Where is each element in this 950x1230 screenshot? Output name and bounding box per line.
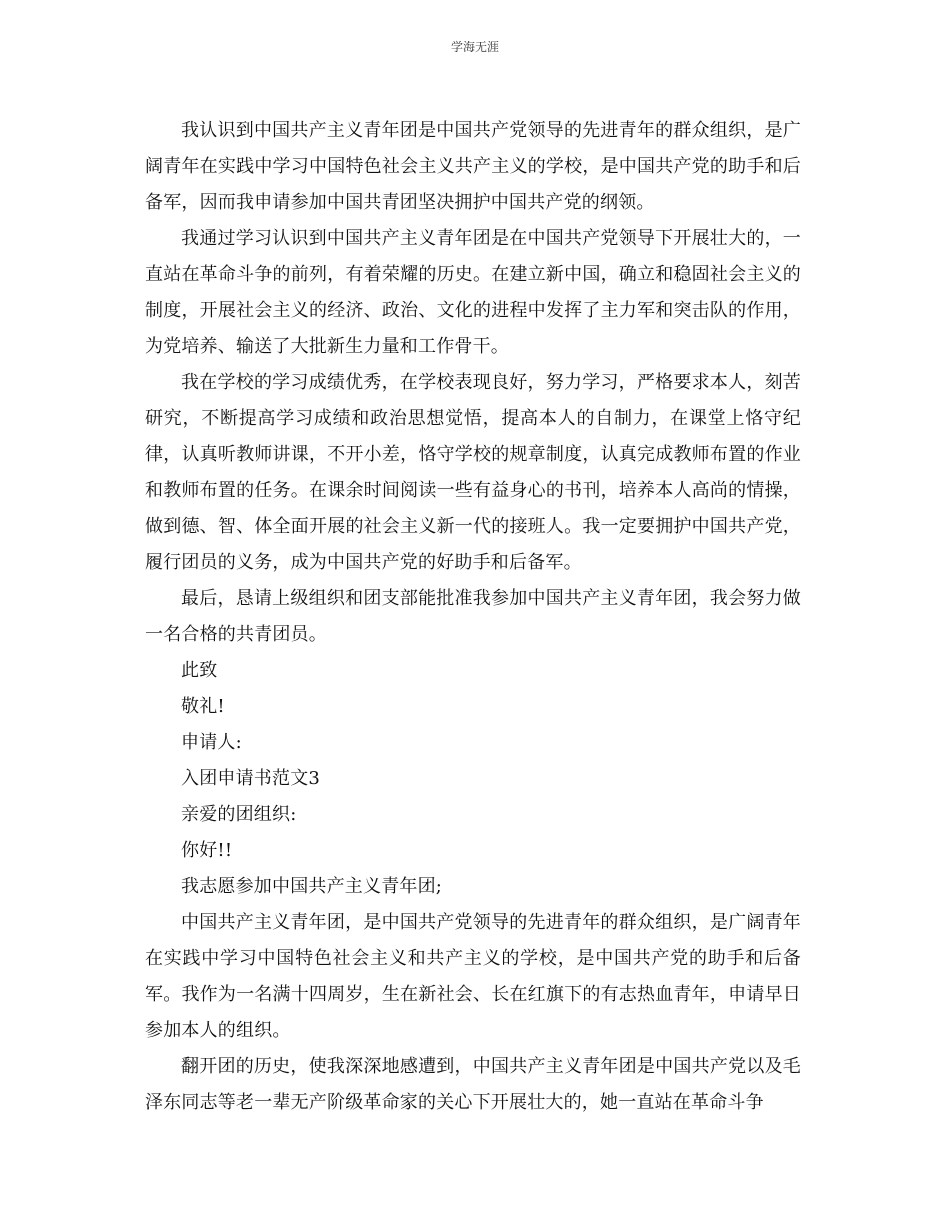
body-paragraph: 我在学校的学习成绩优秀，在学校表现良好，努力学习，严格要求本人，刻苦研究，不断提高学习成绩和政治思想觉悟，提高本人的自制力，在课堂上恪守纪律，认真听教师讲课，不开小差，恪守学校的规章制度，认真完成教师布置的作业和教师布置的任务。在课余时间阅读一些有益身心的书刊，培养本人高尚的情操，做到德、智、体全面开展的社会主义新一代的接班人。我一定要拥护中国共产党，履行团员的义务，成为中国共产党的好助手和后备军。 — [145, 372, 801, 573]
letter-intent: 我志愿参加中国共产主义青年团; — [181, 876, 443, 897]
closing-salutation: 此致 — [181, 660, 218, 681]
letter-hello: 你好!! — [181, 840, 233, 861]
body-paragraph: 我认识到中国共产主义青年团是中国共产党领导的先进青年的群众组织，是广阔青年在实践中学习中国特色社会主义共产主义的学校，是中国共产党的助手和后备军，因而我申请参加中国共青团坚决拥护中国共产党的纲领。 — [145, 120, 801, 213]
body-paragraph: 最后，恳请上级组织和团支部能批准我参加中国共产主义青年团，我会努力做一名合格的共青团员。 — [145, 588, 801, 645]
body-paragraph: 翻开团的历史，使我深深地感遭到，中国共产主义青年团是中国共产党以及毛泽东同志等老一辈无产阶级革命家的关心下开展壮大的，她一直站在革命斗争 — [145, 1056, 801, 1113]
section-title: 入团申请书范文3 — [181, 768, 321, 789]
page-header: 学海无涯 — [450, 40, 499, 54]
letter-greeting: 亲爱的团组织: — [181, 804, 297, 825]
applicant-label: 申请人: — [181, 732, 242, 753]
closing-respect: 敬礼! — [181, 696, 225, 717]
body-paragraph: 中国共产主义青年团，是中国共产党领导的先进青年的群众组织，是广阔青年在实践中学习中国特色社会主义和共产主义的学校，是中国共产党的助手和后备军。我作为一名满十四周岁，生在新社会、长在红旗下的有志热血青年，申请早日 参加本人的组织。 — [145, 912, 801, 1041]
document-body — [145, 113, 801, 1121]
body-paragraph: 我通过学习认识到中国共产主义青年团是在中国共产党领导下开展壮大的，一直站在革命斗争的前列，有着荣耀的历史。在建立新中国，确立和稳固社会主义的制度，开展社会主义的经济、政治、文化的进程中发挥了主力军和突击队的作用，为党培养、输送了大批新生力量和工作骨干。 — [145, 228, 801, 357]
